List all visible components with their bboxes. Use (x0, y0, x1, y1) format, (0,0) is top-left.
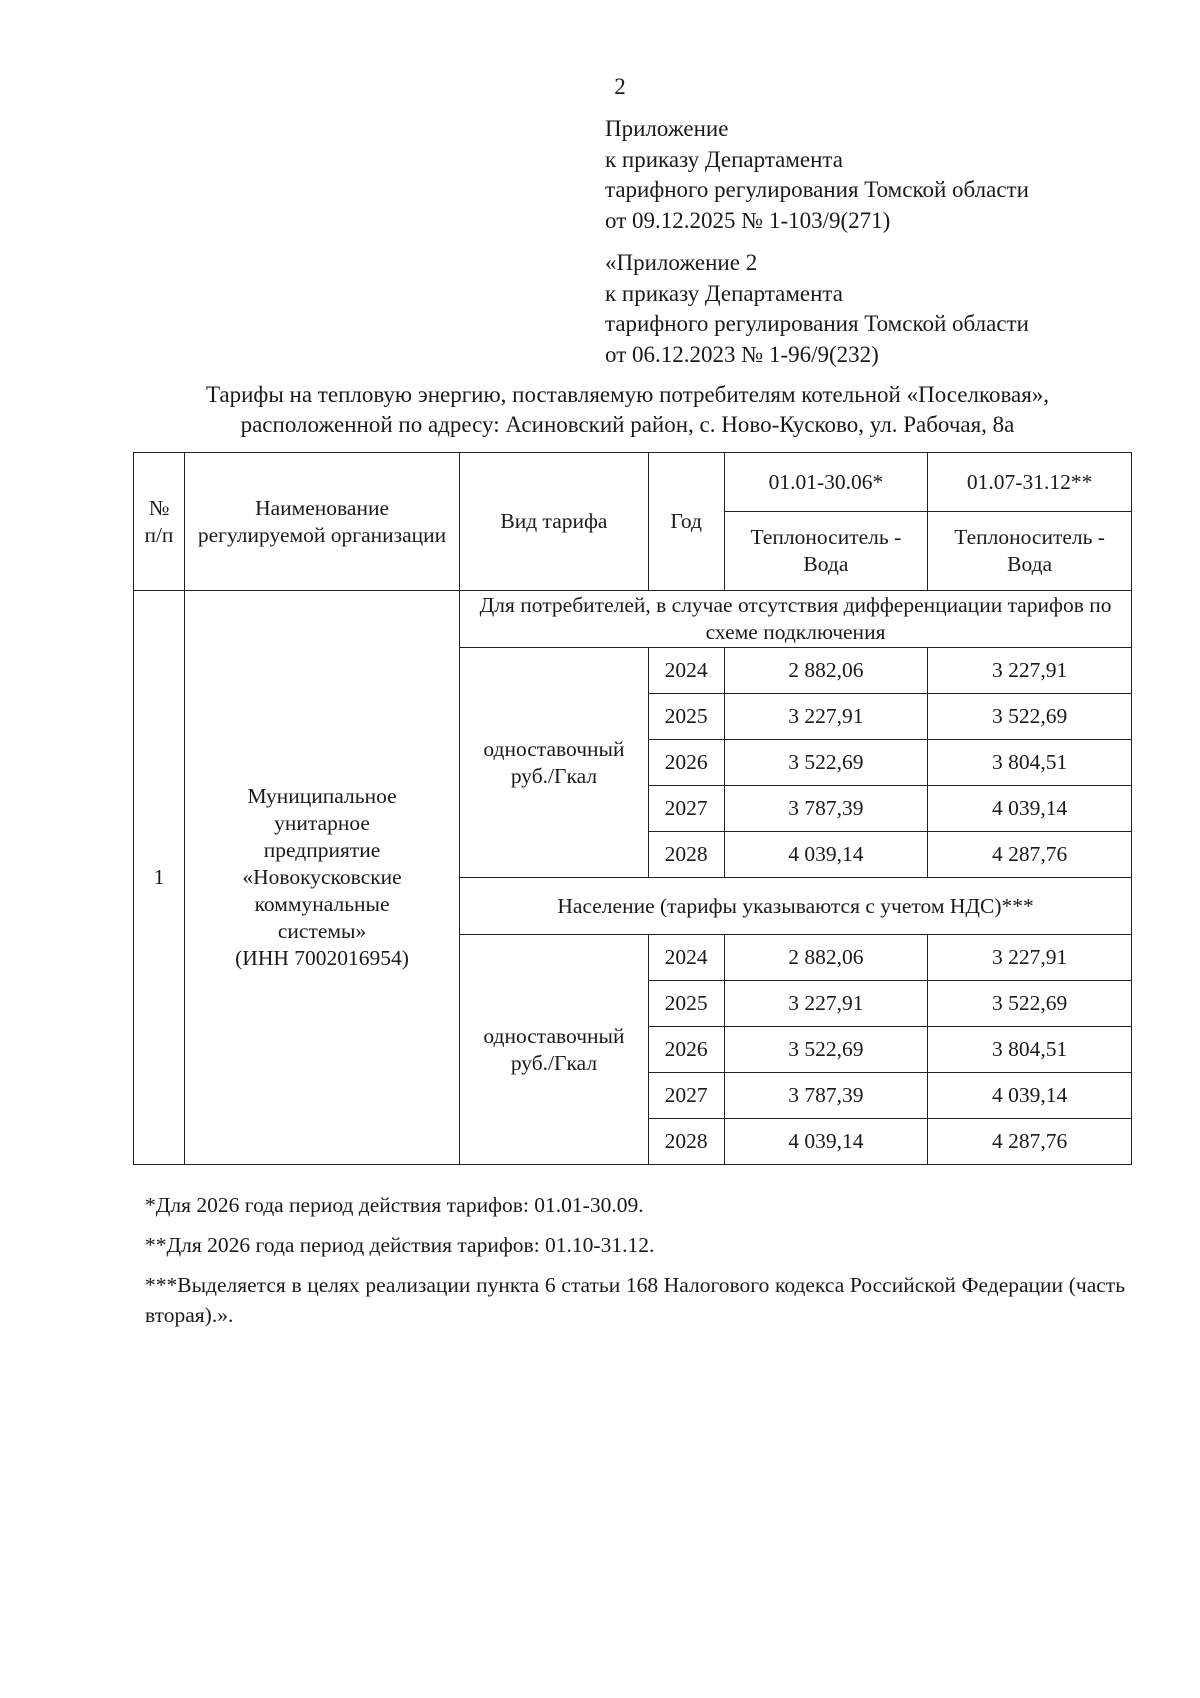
value-cell: 3 804,51 (928, 1027, 1132, 1073)
tariff-kind: одноставочный руб./Гкал (460, 935, 649, 1165)
header-carrier-1: Теплоноситель - Вода (724, 512, 928, 591)
appendix-title: Приложение (605, 116, 729, 141)
document-title-line: Тарифы на тепловую энергию, поставляемую потребителям котельной «Поселковая», (205, 382, 1050, 407)
header-year: Год (648, 453, 724, 591)
header-number: № п/п (134, 453, 185, 591)
footnotes (145, 1190, 1125, 1340)
value-cell: 3 227,91 (724, 981, 928, 1027)
row-number: 1 (134, 591, 185, 1165)
year-cell: 2027 (648, 1073, 724, 1119)
year-cell: 2024 (648, 648, 724, 694)
year-cell: 2025 (648, 694, 724, 740)
organization-line: предприятие (263, 838, 381, 862)
tariff-table (133, 452, 1132, 1165)
appendix-header-original (605, 248, 1029, 370)
value-cell: 2 882,06 (724, 648, 928, 694)
organization-line: системы» (277, 919, 367, 943)
value-cell: 3 522,69 (724, 1027, 928, 1073)
page-number: 2 (614, 74, 626, 99)
value-cell: 4 039,14 (928, 786, 1132, 832)
value-cell: 3 227,91 (928, 648, 1132, 694)
appendix-order-ref: от 09.12.2025 № 1-103/9(271) (605, 207, 891, 233)
appendix-title: «Приложение 2 (605, 250, 758, 275)
appendix-line: тарифного регулирования Томской области (605, 177, 1029, 202)
value-cell: 4 039,14 (928, 1073, 1132, 1119)
appendix-line: к приказу Департамента (605, 280, 843, 306)
value-cell: 4 039,14 (724, 832, 928, 878)
footnote-1: *Для 2026 года период действия тарифов: 01.01-30.09. (145, 1193, 644, 1217)
header-period-2: 01.07-31.12** (928, 453, 1132, 512)
year-cell: 2028 (648, 1119, 724, 1165)
appendix-order-ref: от 06.12.2023 № 1-96/9(232) (605, 341, 879, 367)
year-cell: 2026 (648, 740, 724, 786)
section-title: Население (тарифы указываются с учетом НДС)*** (460, 878, 1132, 935)
year-cell: 2028 (648, 832, 724, 878)
organization-line: «Новокусковские (242, 865, 402, 889)
value-cell: 3 787,39 (724, 1073, 928, 1119)
appendix-line: тарифного регулирования Томской области (605, 311, 1029, 336)
appendix-header-current (605, 114, 1029, 236)
value-cell: 3 522,69 (928, 694, 1132, 740)
document-title-line: расположенной по адресу: Асиновский район, с. Ново-Кусково, ул. Рабочая, 8а (240, 412, 1015, 437)
tariff-kind: одноставочный руб./Гкал (460, 648, 649, 878)
year-cell: 2025 (648, 981, 724, 1027)
value-cell: 4 287,76 (928, 832, 1132, 878)
document-title (120, 380, 1135, 440)
value-cell: 4 039,14 (724, 1119, 928, 1165)
value-cell: 3 804,51 (928, 740, 1132, 786)
organization-line: унитарное (274, 811, 370, 835)
header-period-1: 01.01-30.06* (724, 453, 928, 512)
value-cell: 3 522,69 (928, 981, 1132, 1027)
appendix-line: к приказу Департамента (605, 146, 843, 172)
organization-name (184, 591, 459, 1165)
year-cell: 2024 (648, 935, 724, 981)
footnote-3: ***Выделяется в целях реализации пункта 6 статьи 168 Налогового кодекса Российской Федерации (часть вторая).». (145, 1273, 1125, 1327)
value-cell: 3 227,91 (724, 694, 928, 740)
organization-line: коммунальные (254, 892, 390, 916)
header-tariff-kind: Вид тарифа (460, 453, 649, 591)
value-cell: 4 287,76 (928, 1119, 1132, 1165)
value-cell: 3 522,69 (724, 740, 928, 786)
value-cell: 3 787,39 (724, 786, 928, 832)
footnote-2: **Для 2026 года период действия тарифов: 01.10-31.12. (145, 1233, 655, 1257)
year-cell: 2026 (648, 1027, 724, 1073)
section-title: Для потребителей, в случае отсутствия дифференциации тарифов по схеме подключения (460, 591, 1132, 648)
header-carrier-2: Теплоноситель - Вода (928, 512, 1132, 591)
organization-line: Муниципальное (247, 784, 397, 808)
value-cell: 2 882,06 (724, 935, 928, 981)
value-cell: 3 227,91 (928, 935, 1132, 981)
year-cell: 2027 (648, 786, 724, 832)
header-organization: Наименование регулируемой организации (184, 453, 459, 591)
organization-inn: (ИНН 7002016954) (235, 946, 409, 970)
